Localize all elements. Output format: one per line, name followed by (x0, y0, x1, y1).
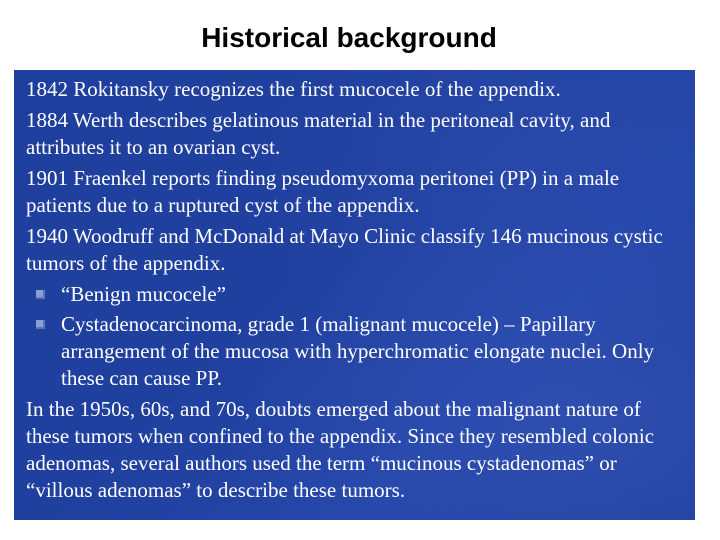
page-title: Historical background (201, 22, 497, 53)
slide-content-panel (14, 70, 695, 520)
history-entry-1842: 1842 Rokitansky recognizes the first mucocele of the appendix. (26, 77, 561, 101)
classification-bullet-list (26, 281, 685, 392)
history-entry-1884: 1884 Werth describes gelatinous material in the peritoneal cavity, and attributes it to an ovarian cyst. (26, 108, 611, 159)
square-bullet-icon (36, 290, 45, 299)
bullet-text-cystadenocarcinoma: Cystadenocarcinoma, grade 1 (malignant mucocele) – Papillary arrangement of the mucosa with hyperchromatic elongate nuclei. Only these can cause PP. (61, 312, 655, 390)
bullet-item-cystadenocarcinoma (26, 311, 685, 392)
square-bullet-icon (36, 320, 45, 329)
bullet-item-benign (26, 281, 685, 308)
history-entry-1950s: In the 1950s, 60s, and 70s, doubts emerged about the malignant nature of these tumors when confined to the appendix. Since they resembled colonic adenomas, several authors used the term “mucinous cystadenomas” or “villous adenomas” to describe these tumors. (26, 397, 655, 502)
bullet-text-benign: “Benign mucocele” (61, 282, 227, 306)
history-entry-1940: 1940 Woodruff and McDonald at Mayo Clinic classify 146 mucinous cystic tumors of the appendix. (26, 224, 663, 275)
history-entry-1901: 1901 Fraenkel reports finding pseudomyxoma peritonei (PP) in a male patients due to a ruptured cyst of the appendix. (26, 166, 620, 217)
